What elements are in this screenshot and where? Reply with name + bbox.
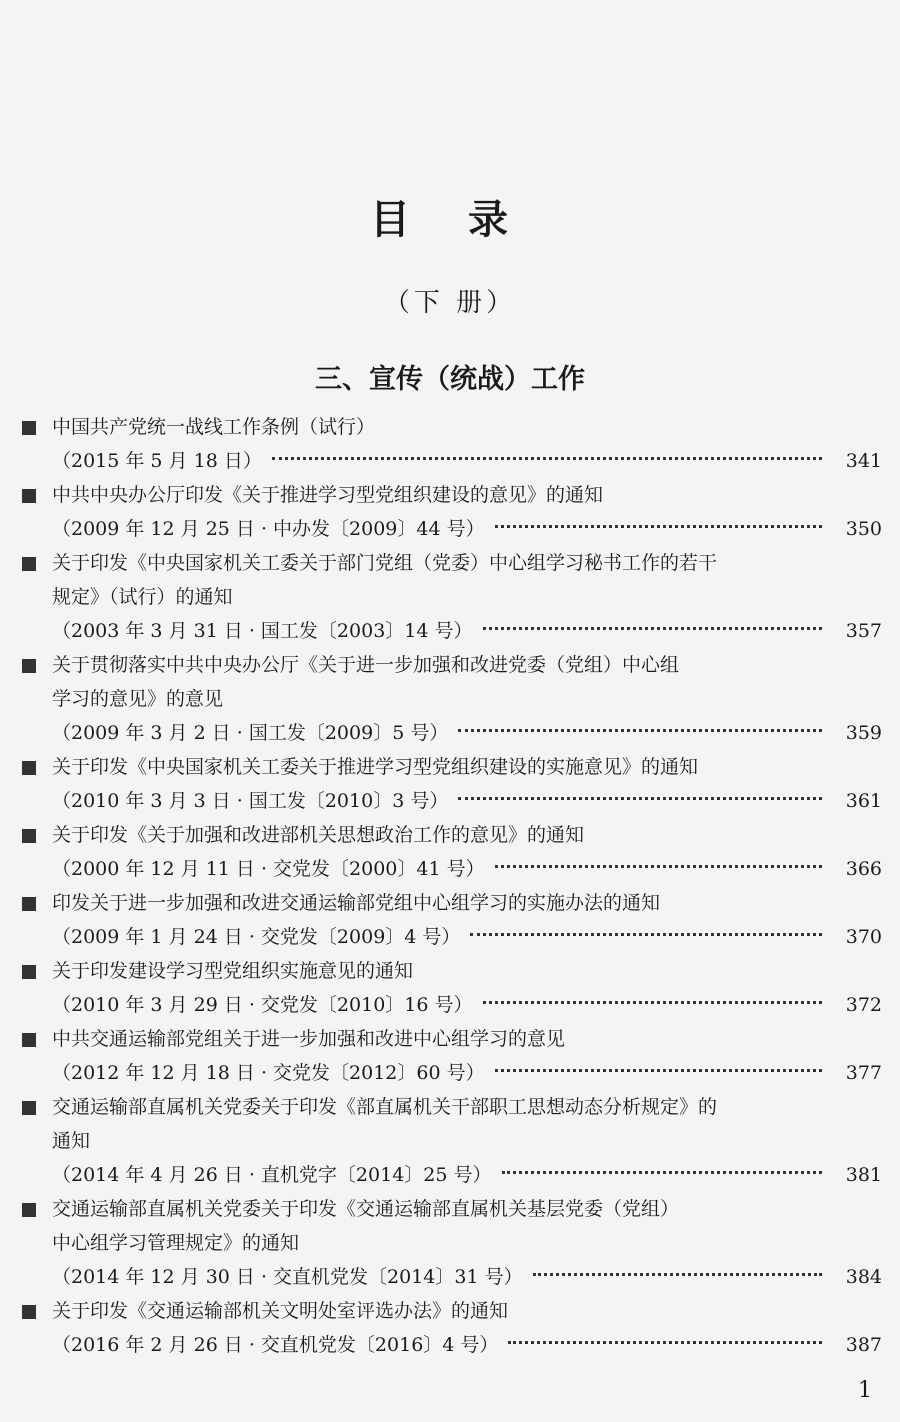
toc-title-line [22, 1022, 882, 1056]
toc-date-line [22, 784, 882, 818]
toc-page-number: 370 [845, 926, 882, 948]
toc-date: （2009 年 3 月 2 日 · 国工发〔2009〕5 号） [52, 722, 449, 744]
toc-title-line [22, 410, 882, 444]
toc-date-line [22, 988, 882, 1022]
dot-leader [495, 525, 822, 528]
square-bullet-icon [22, 659, 36, 673]
page-title: 目 录 [370, 197, 530, 243]
toc-date: （2016 年 2 月 26 日 · 交直机党发〔2016〕4 号） [52, 1334, 499, 1356]
toc-entry[interactable] [22, 1192, 882, 1294]
toc-date: （2009 年 1 月 24 日 · 交党发〔2009〕4 号） [52, 926, 461, 948]
toc-title-text: 交通运输部直属机关党委关于印发《部直属机关干部职工思想动态分析规定》的 [52, 1096, 718, 1118]
toc-page-number: 387 [845, 1334, 882, 1356]
toc-title-text: 印发关于进一步加强和改进交通运输部党组中心组学习的实施办法的通知 [52, 892, 661, 914]
toc-page-number: 361 [845, 790, 882, 812]
toc-title-line [22, 1192, 882, 1226]
toc-title-text: 关于印发《交通运输部机关文明处室评选办法》的通知 [52, 1300, 509, 1322]
square-bullet-icon [22, 761, 36, 775]
toc-title-text: 规定》（试行）的通知 [52, 586, 233, 608]
toc-entry[interactable] [22, 818, 882, 886]
dot-leader [533, 1273, 822, 1276]
toc-page-number: 381 [845, 1164, 882, 1186]
toc-list [22, 410, 882, 1362]
toc-date: （2012 年 12 月 18 日 · 交党发〔2012〕60 号） [52, 1062, 485, 1084]
toc-entry[interactable] [22, 1090, 882, 1192]
toc-entry[interactable] [22, 1294, 882, 1362]
toc-date-line [22, 852, 882, 886]
toc-title-text: 关于贯彻落实中共中央办公厅《关于进一步加强和改进党委（党组）中心组 [52, 654, 680, 676]
volume-label: （下 册） [383, 288, 517, 318]
toc-entry[interactable] [22, 1022, 882, 1090]
toc-title-line [22, 954, 882, 988]
toc-title-text: 中共交通运输部党组关于进一步加强和改进中心组学习的意见 [52, 1028, 566, 1050]
toc-page-number: 372 [845, 994, 882, 1016]
toc-date-line [22, 716, 882, 750]
toc-title-line [22, 1090, 882, 1124]
toc-entry[interactable] [22, 410, 882, 478]
toc-title-text: 关于印发建设学习型党组织实施意见的通知 [52, 960, 414, 982]
toc-date-line [22, 1328, 882, 1362]
toc-date: （2009 年 12 月 25 日 · 中办发〔2009〕44 号） [52, 518, 485, 540]
square-bullet-icon [22, 1101, 36, 1115]
toc-date: （2014 年 4 月 26 日 · 直机党字〔2014〕25 号） [52, 1164, 492, 1186]
toc-entry[interactable] [22, 648, 882, 750]
dot-leader [495, 865, 822, 868]
toc-date-line [22, 1158, 882, 1192]
toc-date: （2015 年 5 月 18 日） [52, 450, 262, 472]
dot-leader [508, 1341, 822, 1344]
toc-entry[interactable] [22, 546, 882, 648]
toc-page-number: 350 [845, 518, 882, 540]
toc-date: （2010 年 3 月 29 日 · 交党发〔2010〕16 号） [52, 994, 473, 1016]
toc-title-line [22, 818, 882, 852]
toc-date: （2000 年 12 月 11 日 · 交党发〔2000〕41 号） [52, 858, 485, 880]
toc-date-line [22, 512, 882, 546]
dot-leader [470, 933, 822, 936]
toc-title-line [22, 580, 882, 614]
square-bullet-icon [22, 1203, 36, 1217]
square-bullet-icon [22, 1305, 36, 1319]
toc-page-number: 366 [845, 858, 882, 880]
toc-title-text: 交通运输部直属机关党委关于印发《交通运输部直属机关基层党委（党组） [52, 1198, 680, 1220]
section-heading: 三、宣传（统战）工作 [315, 364, 585, 395]
dot-leader [272, 457, 822, 460]
toc-page-number: 341 [845, 450, 882, 472]
toc-title-text: 中国共产党统一战线工作条例（试行） [52, 416, 376, 438]
toc-date-line [22, 1056, 882, 1090]
toc-entry[interactable] [22, 750, 882, 818]
dot-leader [495, 1069, 822, 1072]
square-bullet-icon [22, 897, 36, 911]
toc-date: （2010 年 3 月 3 日 · 国工发〔2010〕3 号） [52, 790, 449, 812]
toc-page-number: 384 [845, 1266, 882, 1288]
toc-date: （2014 年 12 月 30 日 · 交直机党发〔2014〕31 号） [52, 1266, 523, 1288]
square-bullet-icon [22, 489, 36, 503]
toc-title-line [22, 1294, 882, 1328]
toc-title-text: 关于印发《关于加强和改进部机关思想政治工作的意见》的通知 [52, 824, 585, 846]
square-bullet-icon [22, 965, 36, 979]
toc-title-text: 中心组学习管理规定》的通知 [52, 1232, 300, 1254]
toc-date-line [22, 614, 882, 648]
square-bullet-icon [22, 829, 36, 843]
toc-date-line [22, 444, 882, 478]
toc-entry[interactable] [22, 886, 882, 954]
toc-title-line [22, 546, 882, 580]
toc-title-line [22, 682, 882, 716]
toc-entry[interactable] [22, 954, 882, 1022]
toc-entry[interactable] [22, 478, 882, 546]
toc-title-line [22, 1124, 882, 1158]
toc-date: （2003 年 3 月 31 日 · 国工发〔2003〕14 号） [52, 620, 473, 642]
dot-leader [483, 627, 822, 630]
square-bullet-icon [22, 557, 36, 571]
toc-title-line [22, 886, 882, 920]
toc-page-number: 377 [845, 1062, 882, 1084]
toc-title-line [22, 750, 882, 784]
toc-date-line [22, 1260, 882, 1294]
square-bullet-icon [22, 1033, 36, 1047]
dot-leader [502, 1171, 822, 1174]
toc-title-line [22, 478, 882, 512]
toc-title-text: 中共中央办公厅印发《关于推进学习型党组织建设的意见》的通知 [52, 484, 604, 506]
page-number: 1 [858, 1378, 872, 1403]
toc-page-number: 357 [845, 620, 882, 642]
toc-title-text: 学习的意见》的意见 [52, 688, 224, 710]
toc-date-line [22, 920, 882, 954]
toc-page-number: 359 [845, 722, 882, 744]
dot-leader [458, 797, 822, 800]
square-bullet-icon [22, 421, 36, 435]
dot-leader [458, 729, 822, 732]
toc-title-text: 关于印发《中央国家机关工委关于推进学习型党组织建设的实施意见》的通知 [52, 756, 699, 778]
toc-title-text: 通知 [52, 1130, 91, 1152]
toc-title-line [22, 648, 882, 682]
toc-title-line [22, 1226, 882, 1260]
dot-leader [483, 1001, 822, 1004]
toc-title-text: 关于印发《中央国家机关工委关于部门党组（党委）中心组学习秘书工作的若干 [52, 552, 718, 574]
